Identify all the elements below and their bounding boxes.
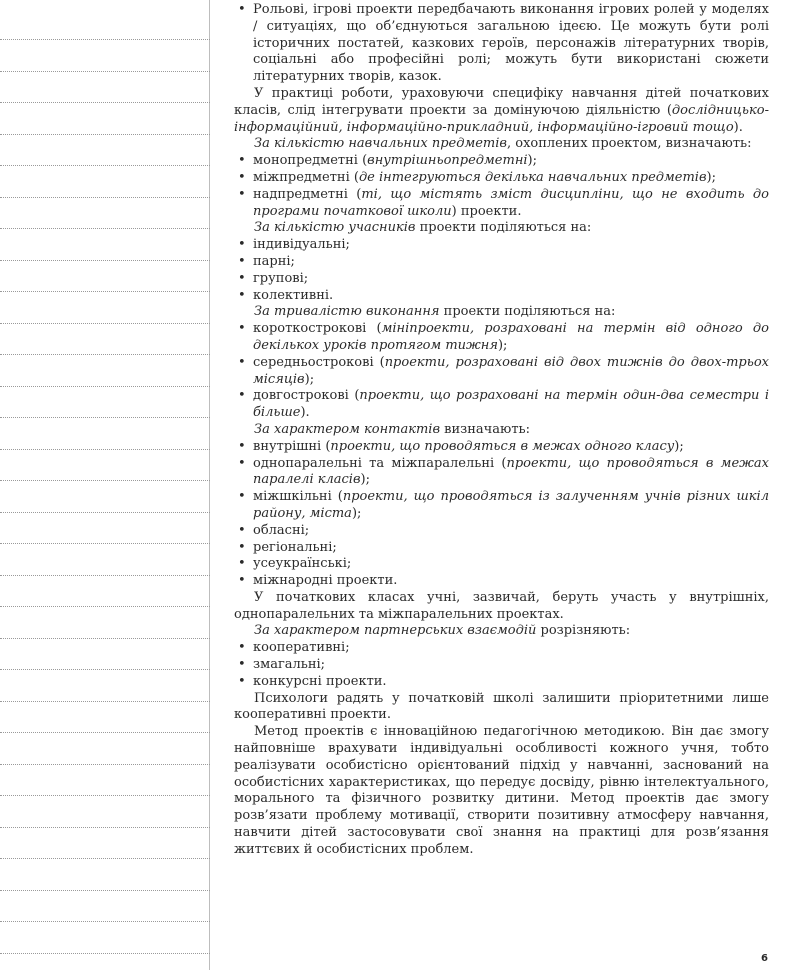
note-line [0, 512, 210, 513]
note-line [0, 606, 210, 607]
list-item: • міжпредметні (де інтегруються декілька навчальних предметів); [234, 170, 769, 187]
list-item: • змагальні; [234, 657, 769, 674]
list-item: • довгострокові (проекти, що розраховані на термін один-два семестри і більше). [234, 388, 769, 422]
section-contacts-lead: За характером контактів визначають: [254, 421, 530, 437]
page-number: 6 [761, 953, 768, 964]
subjects-list [234, 153, 769, 220]
list-item: • обласні; [234, 523, 769, 540]
list-item: • середньострокові (проекти, розраховані від двох тижнів до двох-трьох місяців); [234, 355, 769, 389]
note-line [0, 701, 210, 702]
participants-list [234, 237, 769, 304]
list-item: • однопаралельні та міжпаралельні (проекти, що проводяться в межах паралелі класів); [234, 456, 769, 490]
note-line [0, 134, 210, 135]
note-line [0, 795, 210, 796]
note-line [0, 764, 210, 765]
note-line [0, 921, 210, 922]
duration-list [234, 321, 769, 422]
note-line [0, 575, 210, 576]
list-item: • групові; [234, 271, 769, 288]
partnership-list [234, 640, 769, 690]
intro-list [234, 2, 769, 86]
list-item: • міжнародні проекти. [234, 573, 769, 590]
paragraph-psychologists: Психологи радять у початковій школі залишити пріоритетними лише кооперативні проекти. [234, 690, 769, 723]
note-line [0, 102, 210, 103]
note-line [0, 890, 210, 891]
notes-margin [0, 0, 210, 970]
section-subjects-lead: За кількістю навчальних предметів, охоплених проектом, визначають: [254, 136, 752, 152]
list-item: • індивідуальні; [234, 237, 769, 254]
list-item: • регіональні; [234, 540, 769, 557]
note-line [0, 827, 210, 828]
note-line [0, 71, 210, 72]
paragraph-method: Метод проектів є інноваційною педагогічною методикою. Він дає змогу найповніше врахувати індивідуальні особливості кожного учня, тобто реалізувати особистісно орієнтований підхід у навчанні, заснований на особистісних характеристиках, що передує досвіду, рівню інтелектуального, морального та фізичного розвитку дитини. Метод проектів дає змогу розв’язати проблему мотивації, створити позитивну атмосферу навчання, навчити дітей застосовувати свої знання на практиці для розв’язання життєвих й особистісних проблем. [234, 724, 769, 857]
note-line [0, 323, 210, 324]
list-item: • внутрішні (проекти, що проводяться в межах одного класу); [234, 439, 769, 456]
paragraph-practice: У практиці роботи, ураховуючи специфіку навчання дітей початкових класів, слід інтегрувати проекти за домінуючою діяльністю (дослідницько-інформаційний, інформаційно-прикладний, інформаційно-ігровий тощо). [234, 85, 769, 135]
note-line [0, 386, 210, 387]
section-duration-lead: За тривалістю виконання проекти поділяються на: [254, 304, 616, 320]
note-line [0, 39, 210, 40]
note-line [0, 732, 210, 733]
section-partnership-lead: За характером партнерських взаємодій розрізняють: [254, 623, 631, 639]
note-line [0, 228, 210, 229]
list-item: • усеукраїнські; [234, 556, 769, 573]
paragraph-primary: У початкових класах учні, зазвичай, беруть участь у внутрішніх, однопаралельних та міжпаралельних проектах. [234, 589, 769, 622]
note-line [0, 638, 210, 639]
list-item: • надпредметні (ті, що містять зміст дисципліни, що не входить до програми початкової школи) проекти. [234, 187, 769, 221]
list-item: • кооперативні; [234, 640, 769, 657]
list-item: • конкурсні проекти. [234, 674, 769, 691]
note-line [0, 858, 210, 859]
contacts-list [234, 439, 769, 590]
note-line [0, 354, 210, 355]
note-line [0, 197, 210, 198]
note-line [0, 291, 210, 292]
note-line [0, 480, 210, 481]
note-line [0, 953, 210, 954]
list-item: • Рольові, ігрові проекти передбачають виконання ігрових ролей у моделях / ситуаціях, що об’єднуються загальною ідеєю. Це можуть бути ролі історичних постатей, казкових героїв, персонажів літературних творів, соціальні або професійні ролі; можуть бути використані сюжети літературних творів, казок. [234, 2, 769, 86]
note-line [0, 417, 210, 418]
note-line [0, 669, 210, 670]
section-participants-lead: За кількістю учасників проекти поділяються на: [254, 220, 592, 236]
list-item: • монопредметні (внутрішньопредметні); [234, 153, 769, 170]
page-content [234, 2, 769, 859]
list-item: • парні; [234, 254, 769, 271]
note-line [0, 260, 210, 261]
list-item: • колективні. [234, 288, 769, 305]
list-item: • міжшкільні (проекти, що проводяться із залученням учнів різних шкіл району, міста); [234, 489, 769, 523]
note-line [0, 449, 210, 450]
note-line [0, 543, 210, 544]
note-line [0, 165, 210, 166]
list-item: • короткострокові (мініпроекти, розраховані на термін від одного до декількох уроків протягом тижня); [234, 321, 769, 355]
